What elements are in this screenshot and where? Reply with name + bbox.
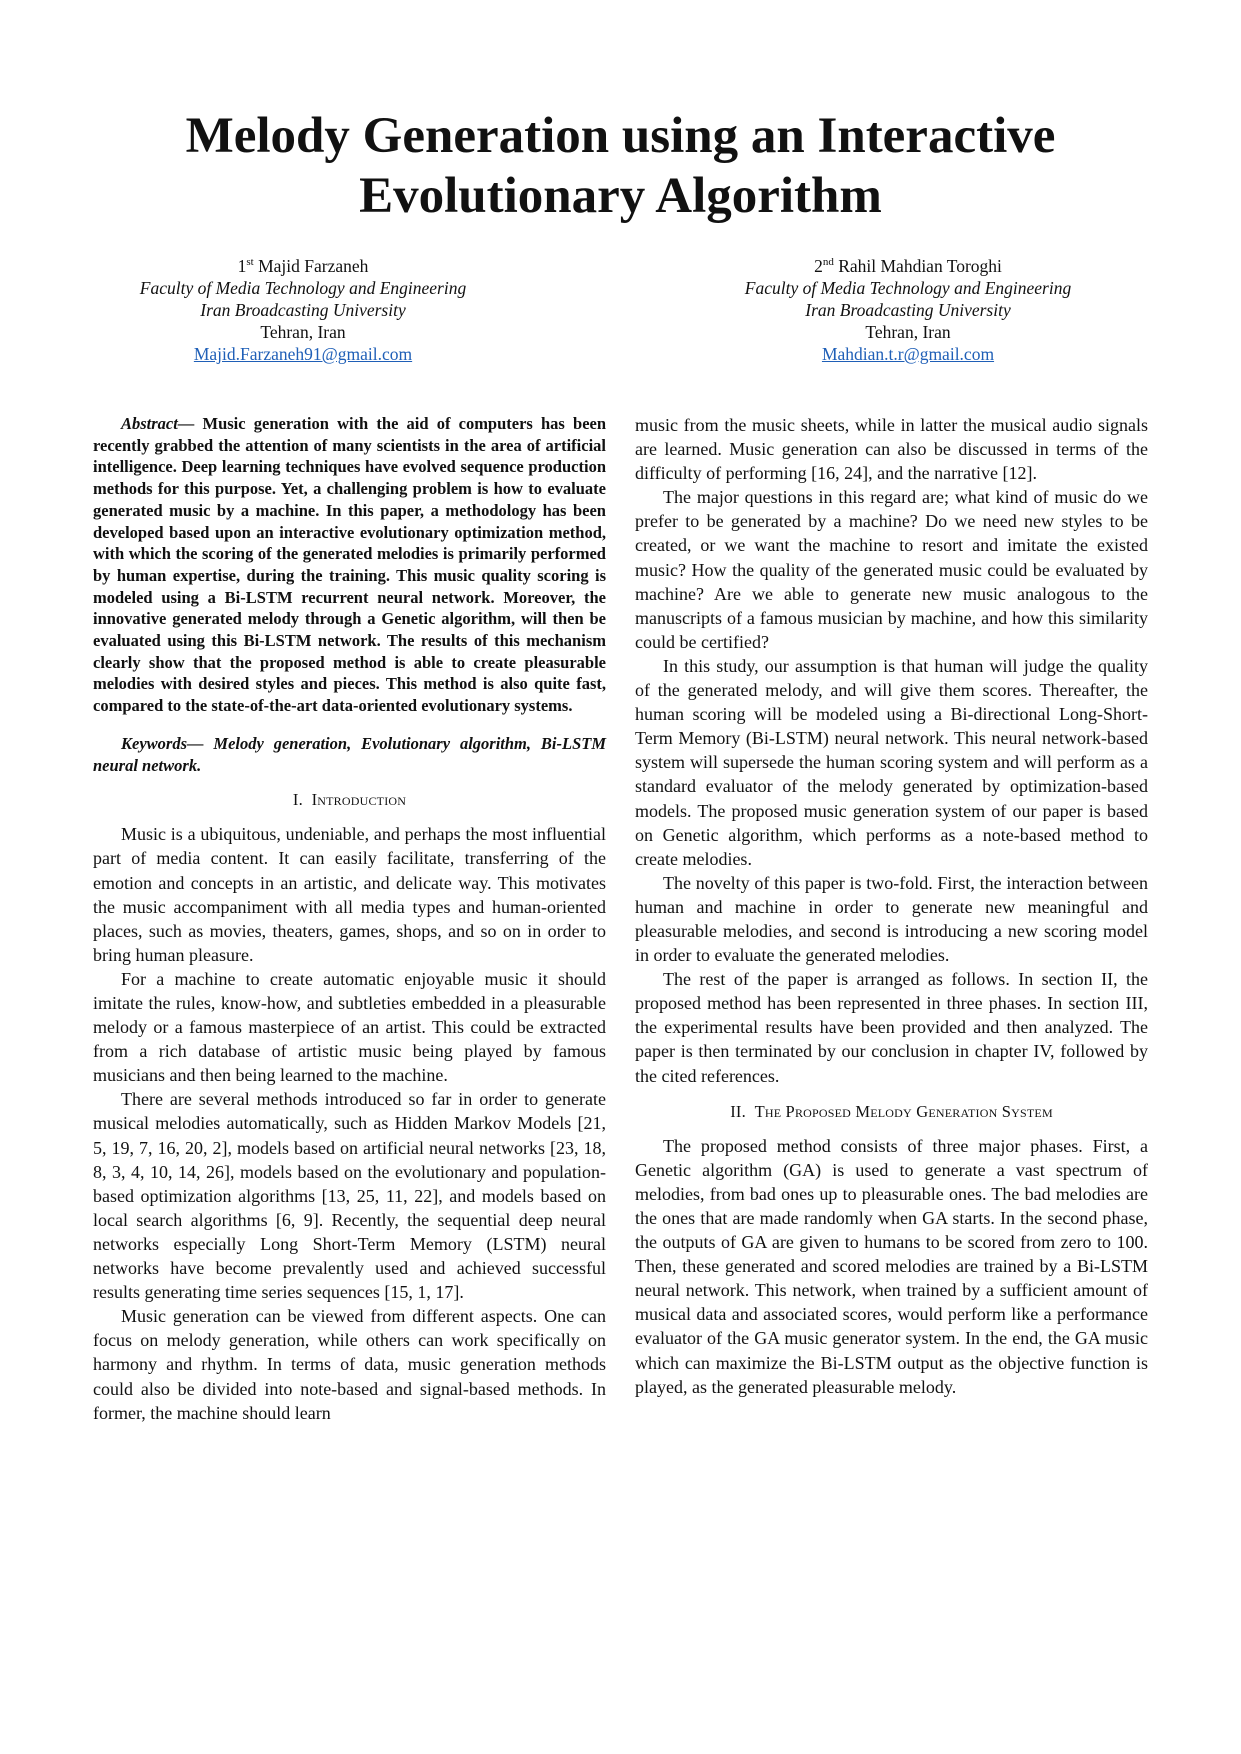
intro-paragraph-1: Music is a ubiquitous, undeniable, and perhaps the most influential part of media content. It can easily facilitate, transferring of the emotion and concepts in an artistic, and delicate way. This motivates the music accompaniment with all media types and human-oriented places, such as movies, theaters, games, shops, and so on in order to bring human pleasure. — [93, 824, 606, 965]
keywords-text: Melody generation, Evolutionary algorithm, Bi-LSTM neural network. — [93, 733, 607, 775]
author-ordinal-suffix: nd — [822, 256, 834, 269]
author-name: Majid Farzaneh — [258, 256, 369, 276]
right-column — [635, 413, 1148, 1399]
intro-paragraph-8: The rest of the paper is arranged as follows. In section II, the proposed method has been represented in three phases. In section III, the experimental results have been provided and then analyzed. The paper is then terminated by our conclusion in chapter IV, followed by the cited references. — [635, 969, 1148, 1086]
section-title: The Proposed Melody Generation System — [754, 1101, 1053, 1121]
author-ordinal: 2 — [814, 256, 823, 276]
author-email-link[interactable]: Mahdian.t.r@gmail.com — [821, 344, 995, 364]
author-affiliation: Faculty of Media Technology and Engineering — [744, 278, 1072, 298]
section-heading-proposed-system — [635, 1100, 1148, 1124]
author-name-2 — [678, 255, 1138, 277]
intro-paragraph-3: There are several methods introduced so far in order to generate musical melodies automatically, such as Hidden Markov Models [21, 5, 19, 7, 16, 20, 2], models based on artificial neural networks [23, 18, 8, 3, 4, 10, 14, 26], models based on the evolutionary and population-based optimization algorithms [13, 25, 11, 22], and models based on local search algorithms [6, 9]. Recently, the sequential deep neural networks especially Long Short-Term Memory (LSTM) neural networks have become prevalently used and achieved successful results generating time series sequences [15, 1, 17]. — [93, 1089, 606, 1303]
keywords — [93, 733, 606, 776]
section-title: Introduction — [311, 790, 407, 810]
author-name-1 — [73, 255, 533, 277]
left-column — [93, 413, 606, 1425]
intro-paragraph-4: Music generation can be viewed from different aspects. One can focus on melody generation, while others can work specifically on harmony and rhythm. In terms of data, music generation methods could also be divided into note-based and signal-based methods. In former, the machine should learn — [93, 1306, 606, 1423]
author-ordinal-suffix: st — [246, 256, 254, 269]
author-university: Iran Broadcasting University — [200, 300, 406, 320]
author-university: Iran Broadcasting University — [805, 300, 1011, 320]
title-line-2: Evolutionary Algorithm — [359, 168, 882, 224]
section-number: I. — [292, 790, 303, 810]
author-location: Tehran, Iran — [260, 322, 346, 342]
intro-paragraph-7: The novelty of this paper is two-fold. First, the interaction between human and machine in order to generate new meaningful and pleasurable melodies, and second is introducing a new scoring model in order to evaluate the generated melodies. — [635, 872, 1148, 966]
abstract-text: Music generation with the aid of computers has been recently grabbed the attention of many scientists in the area of artificial intelligence. Deep learning techniques have evolved sequence production methods for this purpose. Yet, a challenging problem is how to evaluate generated music by a machine. In this paper, a methodology has been developed based upon an interactive evolutionary optimization method, with which the scoring of the generated melodies is primarily performed by human expertise, during the training. This music quality scoring is modeled using a Bi-LSTM recurrent neural network. Moreover, the innovative generated melody through a Genetic algorithm, will then be evaluated using this Bi-LSTM network. The results of this mechanism clearly show that the proposed method is able to create pleasurable melodies with desired styles and pieces. This method is also quite fast, compared to the state-of-the-art data-oriented evolutionary systems. — [93, 414, 607, 716]
proposed-paragraph-1: The proposed method consists of three major phases. First, a Genetic algorithm (GA) is used to generate a vast spectrum of melodies, from bad ones up to pleasurable ones. The bad melodies are the ones that are made randomly when GA starts. In the second phase, the outputs of GA are given to humans to be scored from zero to 100. Then, these generated and scored melodies are trained by a Bi-LSTM neural network. This network, when trained by a sufficient amount of musical data and associated scores, would perform like a performance evaluator of the GA music generator system. In the end, the GA music which can maximize the Bi-LSTM output as the objective function is played, as the generated pleasurable melody. — [635, 1135, 1148, 1397]
author-name: Rahil Mahdian Toroghi — [838, 256, 1002, 276]
intro-paragraph-5: The major questions in this regard are; what kind of music do we prefer to be generated by a machine? Do we need new styles to be created, or we want the machine to resort and imitate the existed music? How the quality of the generated music could be evaluated by machine? Are we able to generate new music analogous to the manuscripts of a famous musician by machine, and how this similarity could be certified? — [635, 487, 1148, 652]
section-heading-introduction — [93, 788, 606, 812]
author-block-1 — [73, 255, 533, 365]
intro-continuation: music from the music sheets, while in latter the musical audio signals are learned. Music generation can also be discussed in terms of the difficulty of performing [16, 24], and the narrative [12]. — [635, 415, 1148, 484]
author-ordinal: 1 — [237, 256, 247, 276]
intro-paragraph-2: For a machine to create automatic enjoyable music it should imitate the rules, know-how, and subtleties embedded in a pleasurable melody or a famous masterpiece of an artist. This could be extracted from a rich database of artistic music being played by famous musicians and then being learned to the machine. — [93, 968, 606, 1086]
section-number: II. — [730, 1101, 746, 1121]
abstract — [93, 413, 606, 717]
author-affiliation: Faculty of Media Technology and Engineering — [139, 278, 467, 298]
paper-title — [0, 106, 1241, 226]
author-email-link[interactable]: Majid.Farzaneh91@gmail.com — [193, 344, 413, 364]
keywords-label: Keywords— — [121, 733, 204, 753]
title-line-1: Melody Generation using an Interactive — [185, 108, 1056, 164]
intro-paragraph-6: In this study, our assumption is that human will judge the quality of the generated melody, and will give them scores. Thereafter, the human scoring will be modeled using a Bi-directional Long-Short-Term Memory (Bi-LSTM) neural network. This neural network-based system will supersede the human scoring system and will perform as a standard evaluator of the melody generated by optimization-based models. The proposed music generation system of our paper is based on Genetic algorithm, which performs as a note-based method to create melodies. — [635, 655, 1148, 869]
author-block-2 — [678, 255, 1138, 365]
abstract-label: Abstract— — [121, 414, 195, 433]
author-location: Tehran, Iran — [865, 322, 951, 342]
